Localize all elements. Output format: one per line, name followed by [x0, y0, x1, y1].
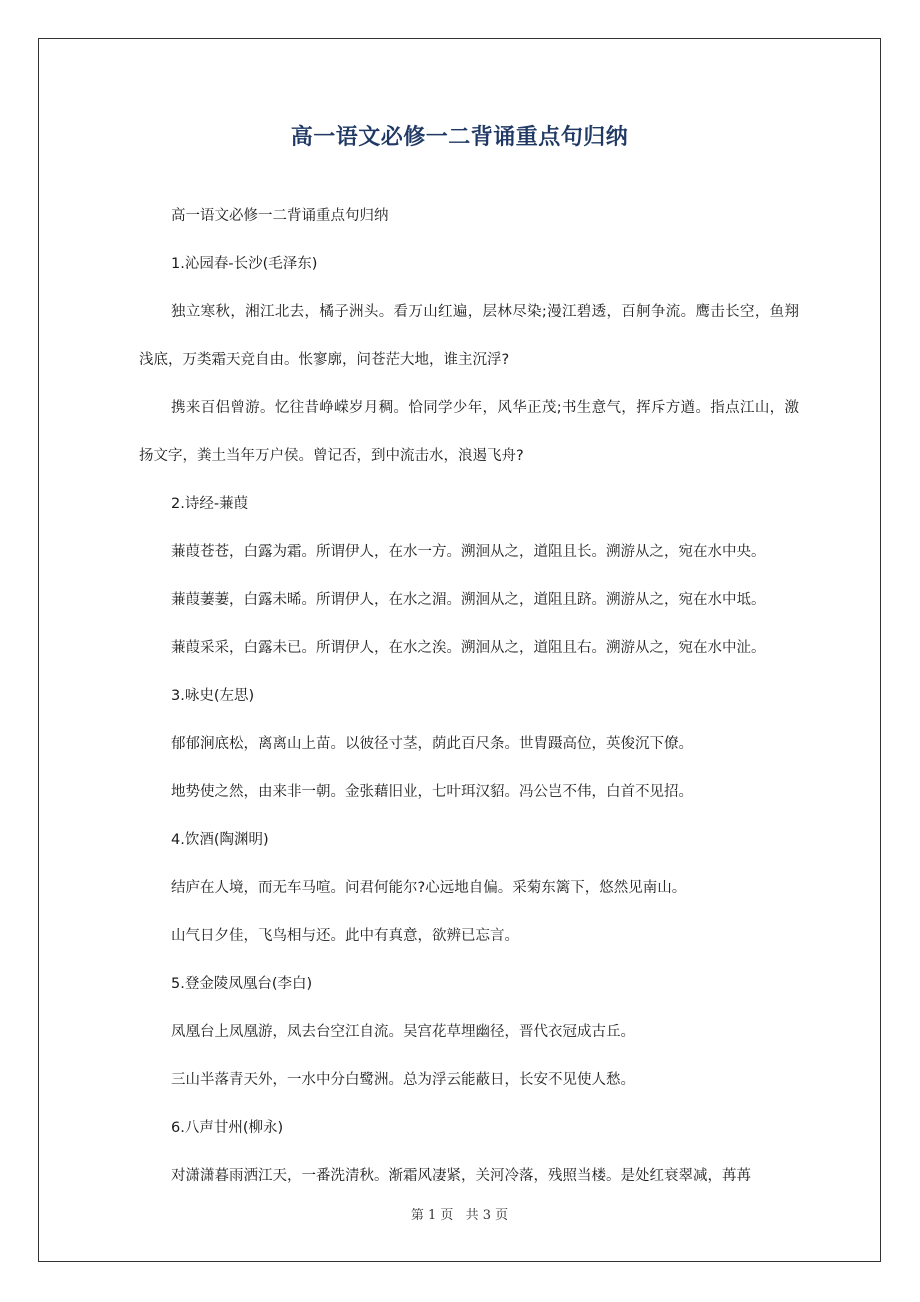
paragraph-text: 郁郁涧底松，离离山上苗。以彼径寸茎，荫此百尺条。世胄蹑高位，英俊沉下僚。	[171, 736, 693, 752]
paragraph-heading-4: 4.饮酒(陶渊明)	[171, 832, 269, 848]
paragraph-text: 地势使之然，由来非一朝。金张藉旧业，七叶珥汉貂。冯公岂不伟，白首不见招。	[171, 784, 693, 800]
paragraph-text: 蒹葭苍苍，白露为霜。所谓伊人，在水一方。溯洄从之，道阻且长。溯游从之，宛在水中央。	[171, 544, 766, 560]
document-body	[139, 192, 799, 1200]
page-footer	[38, 1206, 881, 1226]
page-total: 共 3 页	[465, 1208, 509, 1223]
paragraph-text: 蒹葭萋萋，白露未晞。所谓伊人，在水之湄。溯洄从之，道阻且跻。溯游从之，宛在水中坻。	[171, 592, 766, 608]
paragraph-subtitle: 高一语文必修一二背诵重点句归纳	[171, 208, 389, 224]
paragraph-text: 三山半落青天外，一水中分白鹭洲。总为浮云能蔽日，长安不见使人愁。	[171, 1072, 635, 1088]
paragraph-heading-3: 3.咏史(左思)	[171, 688, 255, 704]
paragraph-text: 独立寒秋，湘江北去，橘子洲头。看万山红遍，层林尽染;漫江碧透，百舸争流。鹰击长空，鱼翔浅底，万类霜天竞自由。怅寥廓，问苍茫大地，谁主沉浮?	[139, 304, 799, 368]
paragraph-text: 凤凰台上凤凰游，凤去台空江自流。吴宫花草埋幽径，晋代衣冠成古丘。	[171, 1024, 635, 1040]
document-title: 高一语文必修一二背诵重点句归纳	[290, 125, 629, 150]
paragraph-text: 山气日夕佳，飞鸟相与还。此中有真意，欲辨已忘言。	[171, 928, 519, 944]
page-number: 第 1 页	[410, 1208, 454, 1223]
paragraph-heading-6: 6.八声甘州(柳永)	[171, 1120, 284, 1136]
paragraph-text: 对潇潇暮雨洒江天，一番洗清秋。渐霜风凄紧，关河冷落，残照当楼。是处红衰翠减，苒苒	[171, 1168, 751, 1184]
paragraph-heading-5: 5.登金陵凤凰台(李白)	[171, 976, 313, 992]
paragraph-heading-2: 2.诗经-蒹葭	[171, 496, 249, 512]
paragraph-text: 结庐在人境，而无车马喧。问君何能尔?心远地自偏。采菊东篱下，悠然见南山。	[171, 880, 687, 896]
paragraph-heading-1: 1.沁园春-长沙(毛泽东)	[171, 256, 318, 272]
paragraph-text: 蒹葭采采，白露未已。所谓伊人，在水之涘。溯洄从之，道阻且右。溯游从之，宛在水中沚。	[171, 640, 766, 656]
paragraph-text: 携来百侣曾游。忆往昔峥嵘岁月稠。恰同学少年，风华正茂;书生意气，挥斥方遒。指点江山，激扬文字，粪土当年万户侯。曾记否，到中流击水，浪遏飞舟?	[139, 400, 799, 464]
